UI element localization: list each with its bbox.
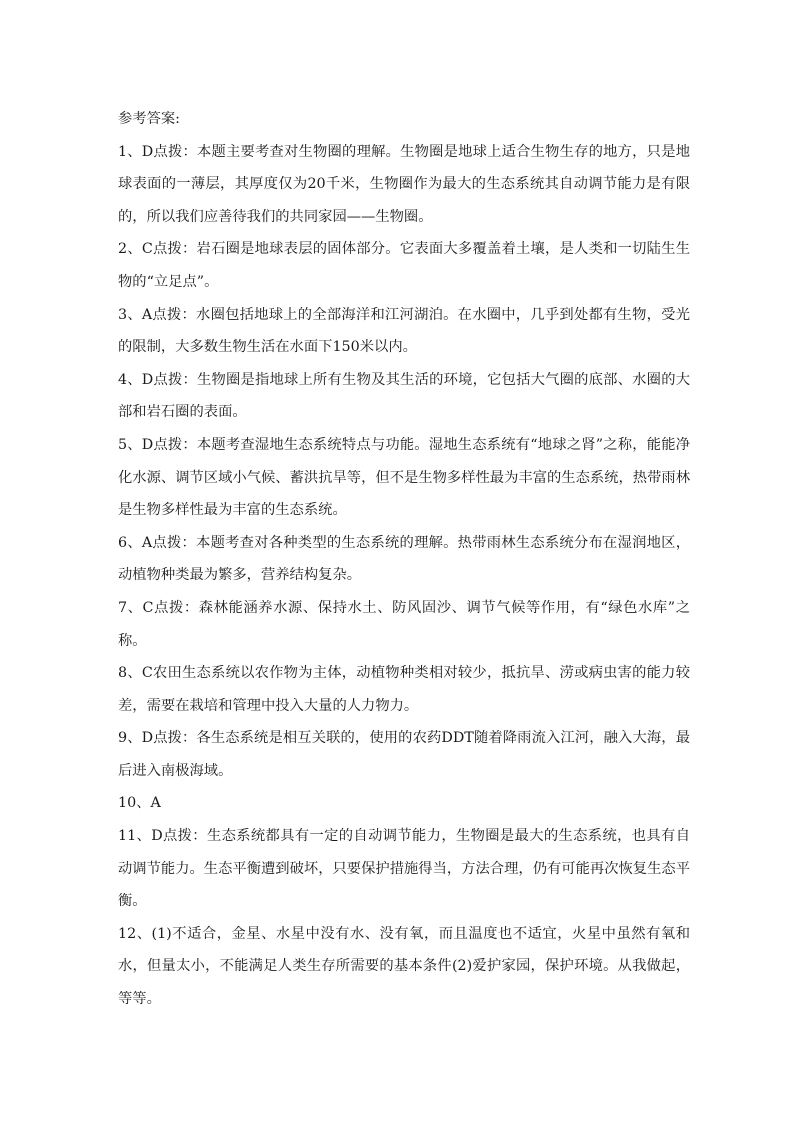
answer-item-9: 9、D点拨：各生态系统是相互关联的，使用的农药DDT随着降雨流入江河，融入大海，最后进入南极海域。 xyxy=(118,730,690,779)
answer-key-heading: 参考答案: xyxy=(118,111,181,127)
answer-item-4: 4、D点拨：生物圈是指地球上所有生物及其生活的环境，它包括大气圈的底部、水圈的大部和岩石圈的表面。 xyxy=(118,371,690,421)
answer-item-6: 6、A点拨：本题考查对各种类型的生态系统的理解。热带雨林生态系统分布在湿润地区，动植物种类最为繁多，营养结构复杂。 xyxy=(118,534,690,584)
answer-item-3: 3、A点拨：水圈包括地球上的全部海洋和江河湖泊。在水圈中，几乎到处都有生物，受光的限制，大多数生物生活在水面下150米以内。 xyxy=(118,306,690,356)
answer-item-11: 11、D点拨：生态系统都具有一定的自动调节能力，生物圈是最大的生态系统，也具有自动调节能力。生态平衡遭到破坏，只要保护措施得当，方法合理，仍有可能再次恢复生态平衡。 xyxy=(118,828,690,910)
answer-item-7: 7、C点拨：森林能涵养水源、保持水土、防风固沙、调节气候等作用，有“绿色水库”之称。 xyxy=(118,599,690,649)
answer-item-5: 5、D点拨：本题考查湿地生态系统特点与功能。湿地生态系统有“地球之肾”之称，能能净化水源、调节区域小气候、蓄洪抗旱等，但不是生物多样性最为丰富的生态系统，热带雨林是生物多样性最为丰富的生态系统。 xyxy=(118,436,690,519)
answer-item-2: 2、C点拨：岩石圈是地球表层的固体部分。它表面大多覆盖着土壤，是人类和一切陆生生物的“立足点”。 xyxy=(118,241,690,290)
answer-item-10: 10、A xyxy=(118,795,161,812)
document-page xyxy=(118,103,690,1016)
answer-item-8: 8、C农田生态系统以农作物为主体，动植物种类相对较少，抵抗旱、涝或病虫害的能力较差，需要在栽培和管理中投入大量的人力物力。 xyxy=(118,665,690,714)
answer-item-12: 12、(1)不适合，金星、水星中没有水、没有氧，而且温度也不适宜，火星中虽然有氧和水，但量太小，不能满足人类生存所需要的基本条件(2)爱护家园，保护环境。从我做起，等等。 xyxy=(118,925,690,1008)
answer-item-1: 1、D点拨：本题主要考查对生物圈的理解。生物圈是地球上适合生物生存的地方，只是地球表面的一薄层，其厚度仅为20千米，生物圈作为最大的生态系统其自动调节能力是有限的，所以我们应善待我们的共同家园——生物圈。 xyxy=(118,143,690,225)
